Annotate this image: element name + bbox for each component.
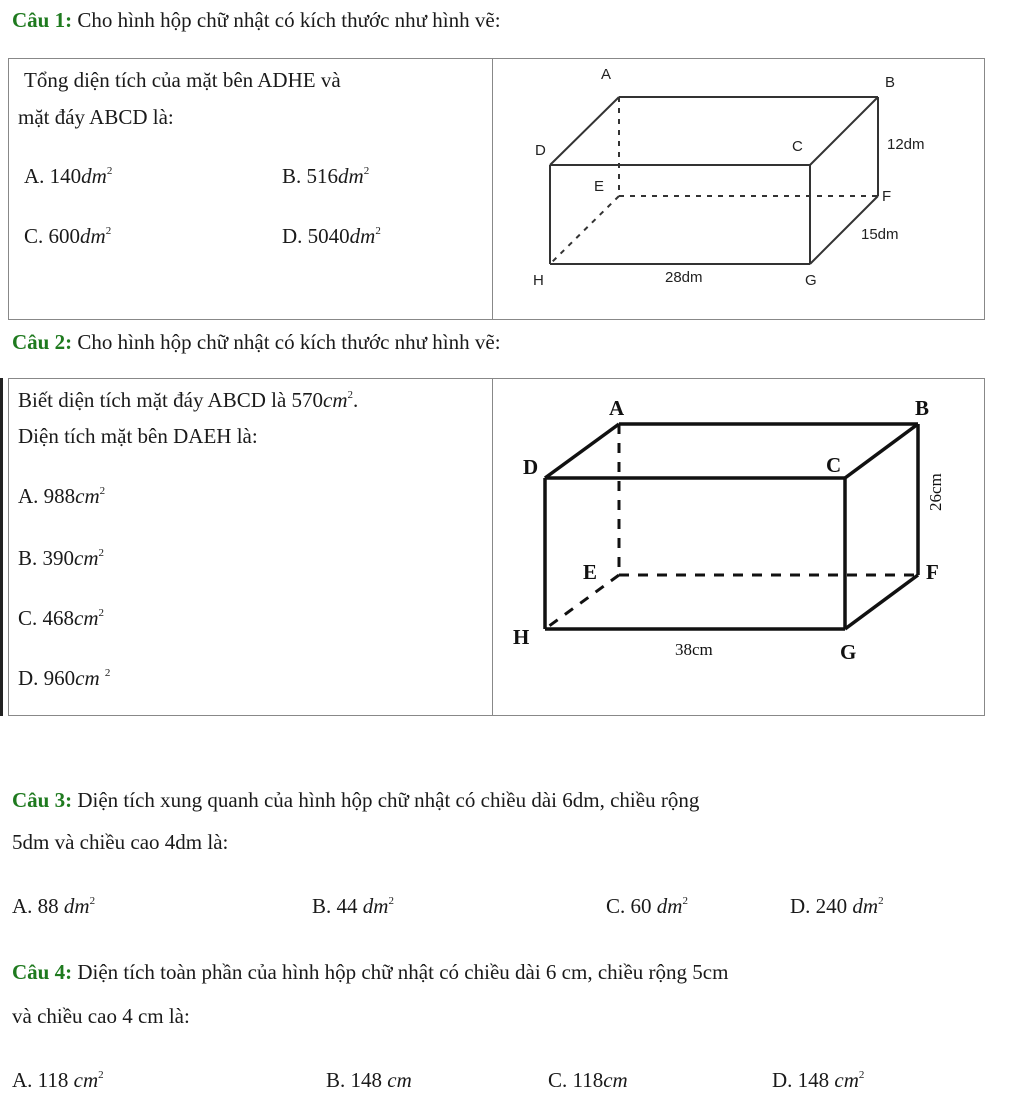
q3-option-d[interactable]: [790, 894, 884, 919]
q4-option-a-prefix: A. 118: [12, 1068, 74, 1092]
q1-option-b-exp: 2: [363, 165, 370, 177]
q3-option-b-prefix: B. 44: [312, 894, 363, 918]
q4-option-d[interactable]: [772, 1068, 864, 1093]
q3-option-c-unit: dm: [656, 894, 683, 918]
q3-question-line1-text: Diện tích xung quanh của hình hộp chữ nhật có chiều dài 6dm, chiều rộng: [77, 788, 700, 812]
q1-heading-text: Cho hình hộp chữ nhật có kích thước như hình vẽ:: [77, 8, 501, 32]
q4-option-a[interactable]: [12, 1068, 104, 1093]
q2-vertex-h: H: [513, 625, 530, 649]
q4-option-b[interactable]: [326, 1068, 412, 1093]
q3-option-d-prefix: D. 240: [790, 894, 853, 918]
q1-vertex-f: F: [882, 188, 892, 205]
q2-option-c-prefix: C.: [18, 606, 43, 630]
q2-question-line1-exp: 2: [347, 389, 354, 401]
q4-question-line1-text: Diện tích toàn phần của hình hộp chữ nhật có chiều dài 6 cm, chiều rộng 5cm: [77, 960, 729, 984]
q2-edge-fg: [845, 575, 918, 629]
q2-left-rule: [0, 378, 3, 716]
q1-question-line2: mặt đáy ABCD là:: [18, 105, 174, 129]
q2-heading: [12, 330, 501, 355]
q2-option-b-value: 390: [42, 546, 75, 570]
q1-question-line1: Tổng diện tích của mặt bên ADHE và: [24, 68, 341, 92]
q1-option-c-value: 600: [48, 224, 81, 248]
q4-option-b-unit: cm: [387, 1068, 412, 1092]
q2-option-b-prefix: B.: [18, 546, 43, 570]
q2-option-d-value: 960: [43, 666, 76, 690]
q2-option-a-unit: cm: [75, 484, 100, 508]
q1-option-a-unit: dm: [81, 164, 107, 188]
q1-option-c[interactable]: [24, 224, 111, 249]
q2-dim-height: 26cm: [926, 473, 945, 511]
q3-option-a[interactable]: [12, 894, 95, 919]
q2-option-a[interactable]: [18, 484, 105, 509]
q1-heading: [12, 8, 501, 33]
q3-option-a-unit: dm: [63, 894, 90, 918]
q2-question-line2: Diện tích mặt bên DAEH là:: [18, 424, 258, 448]
q1-vertex-d: D: [535, 142, 546, 159]
q4-option-d-exp: 2: [858, 1069, 865, 1081]
q4-option-c-prefix: C. 118: [548, 1068, 604, 1092]
q3-option-a-prefix: A. 88: [12, 894, 64, 918]
q2-vertex-g: G: [840, 640, 857, 664]
q3-option-c-exp: 2: [682, 895, 688, 907]
q4-label: Câu 4:: [12, 960, 73, 984]
q1-edge-da: [550, 97, 619, 165]
q1-option-c-prefix: C.: [24, 224, 49, 248]
q3-label: Câu 3:: [12, 788, 73, 812]
q2-option-c-unit: cm: [74, 606, 99, 630]
q1-label: Câu 1:: [12, 8, 73, 32]
q2-option-a-exp: 2: [99, 485, 106, 497]
q1-vertex-e: E: [594, 178, 605, 195]
q1-vertex-h: H: [533, 272, 544, 289]
q1-edge-bc: [810, 97, 878, 165]
q2-option-b[interactable]: [18, 546, 104, 571]
q2-label: Câu 2:: [12, 330, 73, 354]
q2-question-line1-text: Biết diện tích mặt đáy ABCD là 570: [18, 388, 324, 412]
q1-vertex-b: B: [885, 74, 896, 91]
q2-heading-text: Cho hình hộp chữ nhật có kích thước như hình vẽ:: [77, 330, 501, 354]
q1-option-a-value: 140: [49, 164, 82, 188]
q2-option-d[interactable]: [18, 666, 110, 691]
q3-question-line2: 5dm và chiều cao 4dm là:: [12, 830, 229, 854]
q2-option-a-value: 988: [43, 484, 76, 508]
q2-vertex-a: A: [609, 396, 625, 420]
q4-option-d-unit: cm: [834, 1068, 859, 1092]
q2-option-d-unit: cm: [75, 666, 105, 690]
q2-option-c-value: 468: [42, 606, 75, 630]
q2-question-line1-unit: cm: [323, 388, 348, 412]
q4-question-line2: và chiều cao 4 cm là:: [12, 1004, 190, 1028]
q4-option-d-prefix: D. 148: [772, 1068, 835, 1092]
q4-option-c[interactable]: [548, 1068, 628, 1093]
q2-figure: [493, 379, 983, 715]
q1-option-d-unit: dm: [349, 224, 376, 248]
q3-option-c-prefix: C. 60: [606, 894, 657, 918]
q4-option-a-exp: 2: [98, 1069, 104, 1081]
q2-edge-bc: [845, 424, 918, 478]
q2-vertex-c: C: [826, 453, 842, 477]
q1-vertex-c: C: [792, 138, 803, 155]
q1-option-d[interactable]: [282, 224, 381, 249]
q3-option-b[interactable]: [312, 894, 394, 919]
q1-vertex-a: A: [601, 66, 612, 83]
q2-option-b-exp: 2: [98, 547, 105, 559]
q2-option-b-unit: cm: [74, 546, 99, 570]
q1-option-a-exp: 2: [106, 165, 113, 177]
q1-option-a[interactable]: [24, 164, 112, 189]
q2-option-c-exp: 2: [98, 607, 105, 619]
q2-edge-eh-hidden: [545, 575, 619, 629]
q3-option-d-exp: 2: [878, 895, 884, 907]
q1-option-d-prefix: D.: [282, 224, 308, 248]
q1-dim-width: 15dm: [861, 226, 899, 243]
q4-option-c-unit: cm: [603, 1068, 628, 1092]
q2-question-line1: [18, 388, 358, 413]
q1-option-a-prefix: A.: [24, 164, 50, 188]
q2-vertex-b: B: [915, 396, 930, 420]
q4-option-b-prefix: B. 148: [326, 1068, 388, 1092]
q1-option-d-value: 5040: [307, 224, 350, 248]
q3-option-b-unit: dm: [362, 894, 389, 918]
q2-vertex-e: E: [583, 560, 598, 584]
q3-option-b-exp: 2: [388, 895, 394, 907]
q2-option-d-prefix: D.: [18, 666, 44, 690]
q4-question-line1: [12, 960, 728, 985]
q1-option-d-exp: 2: [375, 225, 381, 237]
q3-option-c[interactable]: [606, 894, 688, 919]
q2-edge-da: [545, 424, 619, 478]
q1-option-c-unit: dm: [80, 224, 106, 248]
q2-vertex-f: F: [926, 560, 939, 584]
q1-dim-length: 28dm: [665, 269, 703, 286]
q1-option-b-value: 516: [306, 164, 339, 188]
q2-question-line1-end: .: [353, 388, 359, 412]
q1-option-b-prefix: B.: [282, 164, 307, 188]
q3-question-line1: [12, 788, 699, 813]
q1-option-b-unit: dm: [338, 164, 364, 188]
q4-option-a-unit: cm: [73, 1068, 99, 1092]
q1-figure: [493, 59, 983, 319]
q2-option-a-prefix: A.: [18, 484, 44, 508]
q1-dim-height: 12dm: [887, 136, 925, 153]
q2-option-d-exp: 2: [104, 667, 111, 679]
q1-option-c-exp: 2: [105, 225, 112, 237]
q2-option-c[interactable]: [18, 606, 104, 631]
q1-edge-eh-hidden: [550, 196, 619, 264]
q3-option-d-unit: dm: [852, 894, 879, 918]
q1-option-b[interactable]: [282, 164, 369, 189]
q2-dim-length: 38cm: [675, 640, 713, 659]
q1-vertex-g: G: [805, 272, 817, 289]
q2-vertex-d: D: [523, 455, 539, 479]
q3-option-a-exp: 2: [89, 895, 96, 907]
